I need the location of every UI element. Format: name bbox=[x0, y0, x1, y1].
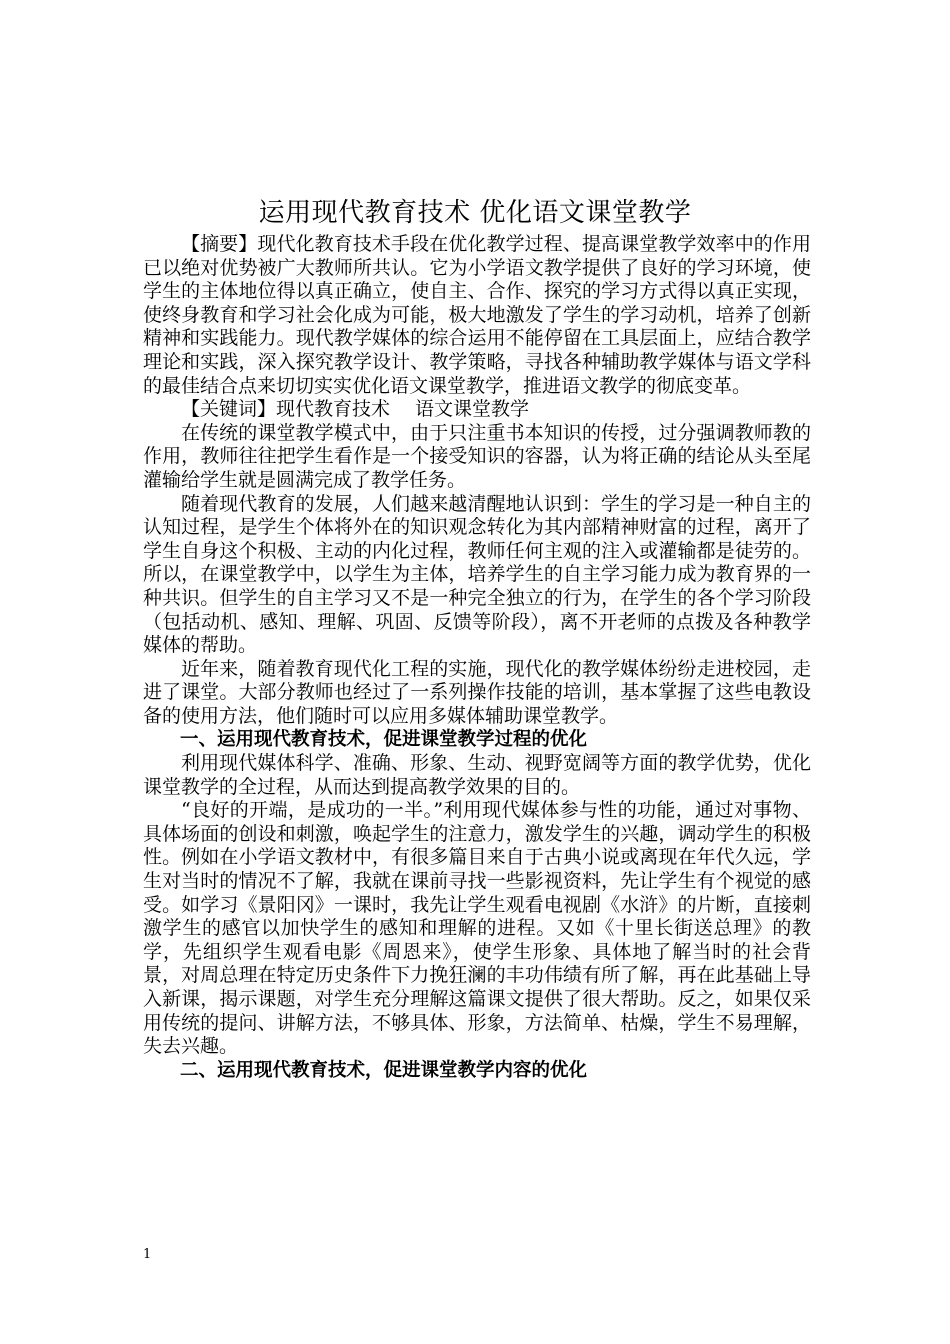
document-title: 运用现代教育技术 优化语文课堂教学 bbox=[258, 198, 692, 228]
section-heading-1: 一、运用现代教育技术，促进课堂教学过程的优化 bbox=[180, 729, 588, 751]
section-heading-2: 二、运用现代教育技术，促进课堂教学内容的优化 bbox=[180, 1059, 588, 1081]
page-number: 1 bbox=[143, 1247, 152, 1262]
body-paragraph: 近年来，随着教育现代化工程的实施，现代化的教学媒体纷纷走进校园，走进了课堂。大部分教师也经过了一系列操作技能的培训，基本掌握了这些电教设备的使用方法，他们随时可以应用多媒体辅助课堂教学。 bbox=[143, 657, 811, 727]
document-body bbox=[143, 233, 811, 1082]
body-paragraph: 随着现代教育的发展，人们越来越清醒地认识到：学生的学习是一种自主的认知过程，是学生个体将外在的知识观念转化为其内部精神财富的过程，离开了学生自身这个积极、主动的内化过程，教师任何主观的注入或灌输都是徒劳的。所以，在课堂教学中，以学生为主体，培养学生的自主学习能力成为教育界的一种共识。但学生的自主学习又不是一种完全独立的行为，在学生的各个学习阶段（包括动机、感知、理解、巩固、反馈等阶段），离不开老师的点拨及各种教学媒体的帮助。 bbox=[143, 492, 811, 657]
abstract-paragraph: 【摘要】现代化教育技术手段在优化教学过程、提高课堂教学效率中的作用已以绝对优势被广大教师所共认。它为小学语文教学提供了良好的学习环境，使学生的主体地位得以真正确立，使自主、合作、探究的学习方式得以真正实现，使终身教育和学习社会化成为可能，极大地激发了学生的学习动机，培养了创新精神和实践能力。现代教学媒体的综合运用不能停留在工具层面上，应结合教学理论和实践，深入探究教学设计、教学策略，寻找各种辅助教学媒体与语文学科的最佳结合点来切切实实优化语文课堂教学，推进语文教学的彻底变革。 bbox=[143, 233, 811, 397]
body-paragraph: 利用现代媒体科学、准确、形象、生动、视野宽阔等方面的教学优势，优化课堂教学的全过程，从而达到提高教学效果的目的。 bbox=[143, 752, 811, 798]
body-paragraph: 在传统的课堂教学模式中，由于只注重书本知识的传授，过分强调教师教的作用，教师往往把学生看作是一个接受知识的容器，认为将正确的结论从头至尾灌输给学生就是圆满完成了教学任务。 bbox=[143, 421, 811, 491]
body-paragraph: “良好的开端，是成功的一半。”利用现代媒体参与性的功能，通过对事物、具体场面的创设和刺激，唤起学生的注意力，激发学生的兴趣，调动学生的积极性。例如在小学语文教材中，有很多篇目来自于古典小说或离现在年代久远，学生对当时的情况不了解，我就在课前寻找一些影视资料，先让学生有个视觉的感受。如学习《景阳冈》一课时，我先让学生观看电视剧《水浒》的片断，直接刺激学生的感官以加快学生的感知和理解的进程。又如《十里长街送总理》的教学，先组织学生观看电影《周恩来》，使学生形象、具体地了解当时的社会背景，对周总理在特定历史条件下力挽狂澜的丰功伟绩有所了解，再在此基础上导入新课，揭示课题，对学生充分理解这篇课文提供了很大帮助。反之，如果仅采用传统的提问、讲解方法，不够具体、形象，方法简单、枯燥，学生不易理解，失去兴趣。 bbox=[143, 799, 811, 1058]
keywords-paragraph: 【关键词】现代教育技术 语文课堂教学 bbox=[181, 398, 530, 421]
